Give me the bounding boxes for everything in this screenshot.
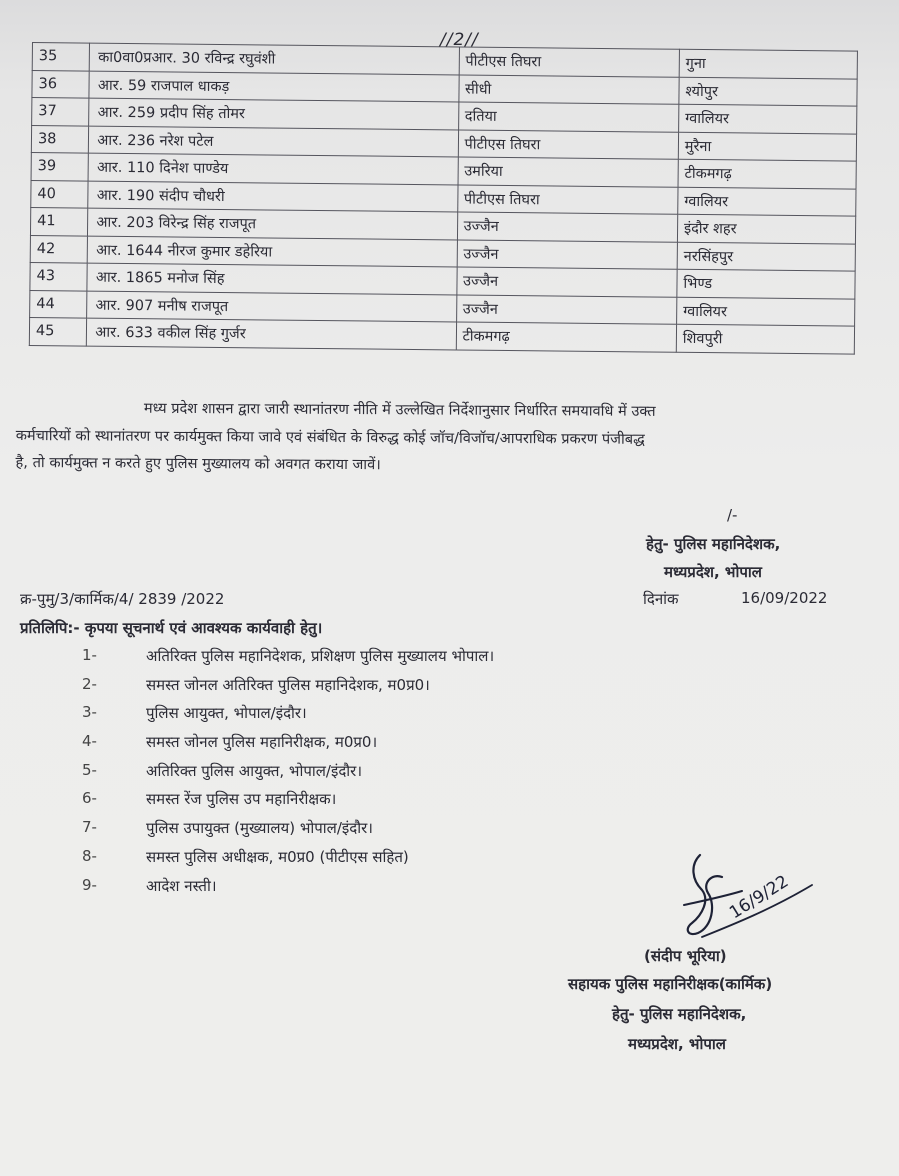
employee-name-cell: आर. 259 प्रदीप सिंह तोमर (89, 98, 459, 129)
to-location-cell: गुना (679, 49, 857, 78)
to-location-cell: ग्वालियर (679, 104, 857, 133)
serial-number-cell: 37 (32, 98, 90, 126)
from-location-cell: उज्जैन (457, 239, 678, 269)
to-location-cell: टीकमगढ़ (678, 159, 856, 188)
to-location-cell: नरसिंहपुर (677, 242, 855, 271)
signatory-on-behalf: हेतु- पुलिस महानिदेशक, (612, 1005, 747, 1023)
employee-name-cell: का0वा0प्रआर. 30 रविन्द्र रघुवंशी (90, 43, 460, 74)
instruction-paragraph (15, 394, 893, 482)
list-item-text: अतिरिक्त पुलिस महानिदेशक, प्रशिक्षण पुलिस मुख्यालय भोपाल। (146, 647, 495, 665)
paragraph-line: कर्मचारियों को स्थानांतरण पर कार्यमुक्त किया जावे एवं संबंधित के विरुद्ध कोई जॉच/विजॉच/आपराधिक प्रकरण पंजीबद्ध (15, 426, 645, 448)
employee-name-cell: आर. 633 वकील सिंह गुर्जर (87, 318, 457, 349)
transfer-table-body (29, 43, 857, 354)
list-item (82, 876, 494, 905)
list-item-text: आदेश नस्ती। (146, 876, 217, 895)
employee-name-cell: आर. 59 राजपाल धाकड़ (89, 71, 459, 102)
copy-to-heading: प्रतिलिपि:- कृपया सूचनार्थ एवं आवश्यक कार्यवाही हेतु। (20, 619, 323, 637)
list-item (82, 818, 494, 847)
list-item-text: समस्त जोनल अतिरिक्त पुलिस महानिदेशक, म0प्र0। (146, 675, 430, 694)
employee-name-cell: आर. 203 विरेन्द्र सिंह राजपूत (88, 208, 458, 239)
list-item-text: पुलिस उपायुक्त (मुख्यालय) भोपाल/इंदौर। (146, 819, 373, 838)
list-item (82, 761, 494, 790)
page-number: //2// (440, 30, 479, 50)
copy-to-list (82, 646, 494, 904)
signed-mark: /- (727, 506, 738, 524)
date-label: दिनांक (643, 590, 679, 608)
handwritten-signature (672, 845, 822, 940)
serial-number-cell: 36 (32, 70, 90, 98)
serial-number-cell: 39 (31, 152, 89, 180)
list-item (82, 675, 494, 704)
from-location-cell: पीटीएस तिघरा (459, 47, 680, 77)
from-location-cell: दतिया (458, 102, 679, 132)
from-location-cell: पीटीएस तिघरा (458, 129, 679, 159)
serial-number-cell: 43 (30, 262, 88, 290)
from-location-cell: टीकमगढ़ (456, 322, 677, 352)
employee-name-cell: आर. 236 नरेश पटेल (89, 126, 459, 157)
list-item-text: समस्त रेंज पुलिस उप महानिरीक्षक। (146, 790, 337, 809)
signatory-location: मध्यप्रदेश, भोपाल (628, 1035, 726, 1053)
serial-number-cell: 44 (30, 290, 88, 318)
from-location-cell: पीटीएस तिघरा (457, 184, 678, 214)
employee-name-cell: आर. 110 दिनेश पाण्डेय (88, 153, 458, 184)
list-item-text: समस्त पुलिस अधीक्षक, म0प्र0 (पीटीएस सहित) (146, 847, 409, 866)
list-item (82, 646, 494, 675)
employee-name-cell: आर. 1644 नीरज कुमार डहेरिया (88, 236, 458, 267)
to-location-cell: ग्वालियर (678, 187, 856, 216)
employee-name-cell: आर. 190 संदीप चौधरी (88, 181, 458, 212)
serial-number-cell: 41 (30, 207, 88, 235)
office-location: मध्यप्रदेश, भोपाल (664, 563, 762, 581)
list-item-number: 3- (82, 703, 97, 722)
handwritten-date: 16/9/22 (726, 871, 793, 924)
list-item-text: पुलिस आयुक्त, भोपाल/इंदौर। (146, 704, 307, 723)
order-number: क्र-पुमु/3/कार्मिक/4/ 2839 /2022 (20, 590, 225, 608)
list-item (82, 847, 494, 876)
signatory-name: (संदीप भूरिया) (644, 947, 727, 965)
to-location-cell: मुरैना (678, 132, 856, 161)
list-item-number: 9- (82, 875, 97, 894)
employee-name-cell: आर. 907 मनीष राजपूत (87, 291, 457, 322)
paragraph-line: है, तो कार्यमुक्त न करते हुए पुलिस मुख्यालय को अवगत कराया जावें। (15, 453, 381, 474)
serial-number-cell: 35 (32, 43, 90, 71)
on-behalf-line: हेतु- पुलिस महानिदेशक, (646, 535, 781, 553)
signatory-designation: सहायक पुलिस महानिरीक्षक(कार्मिक) (568, 975, 773, 993)
to-location-cell: ग्वालियर (676, 297, 854, 326)
serial-number-cell: 40 (31, 180, 89, 208)
list-item-number: 7- (82, 818, 97, 837)
serial-number-cell: 38 (31, 125, 89, 153)
list-item-number: 1- (82, 646, 97, 664)
from-location-cell: सीधी (458, 74, 679, 104)
serial-number-cell: 45 (29, 317, 87, 345)
transfer-table (29, 42, 858, 354)
list-item (82, 732, 494, 761)
list-item-number: 2- (82, 674, 97, 693)
from-location-cell: उज्जैन (457, 212, 678, 242)
to-location-cell: श्योपुर (679, 77, 857, 106)
from-location-cell: उज्जैन (456, 294, 677, 324)
paragraph-line: मध्य प्रदेश शासन द्वारा जारी स्थानांतरण नीति में उल्लेखित निर्देशानुसार निर्धारित समयावधि में उक्त (143, 399, 656, 420)
list-item-text: अतिरिक्त पुलिस आयुक्त, भोपाल/इंदौर। (146, 761, 363, 780)
from-location-cell: उज्जैन (456, 267, 677, 297)
employee-name-cell: आर. 1865 मनोज सिंह (87, 263, 457, 294)
to-location-cell: शिवपुरी (676, 324, 854, 353)
list-item (82, 703, 494, 732)
list-item-text: समस्त जोनल पुलिस महानिरीक्षक, म0प्र0। (146, 733, 378, 752)
list-item-number: 6- (82, 789, 97, 808)
serial-number-cell: 42 (30, 235, 88, 263)
list-item (82, 789, 494, 818)
to-location-cell: भिण्ड (677, 269, 855, 298)
date-value: 16/09/2022 (741, 589, 828, 607)
from-location-cell: उमरिया (458, 157, 679, 187)
list-item-number: 5- (82, 760, 97, 779)
list-item-number: 4- (82, 732, 97, 751)
list-item-number: 8- (82, 846, 97, 865)
to-location-cell: इंदौर शहर (677, 214, 855, 243)
